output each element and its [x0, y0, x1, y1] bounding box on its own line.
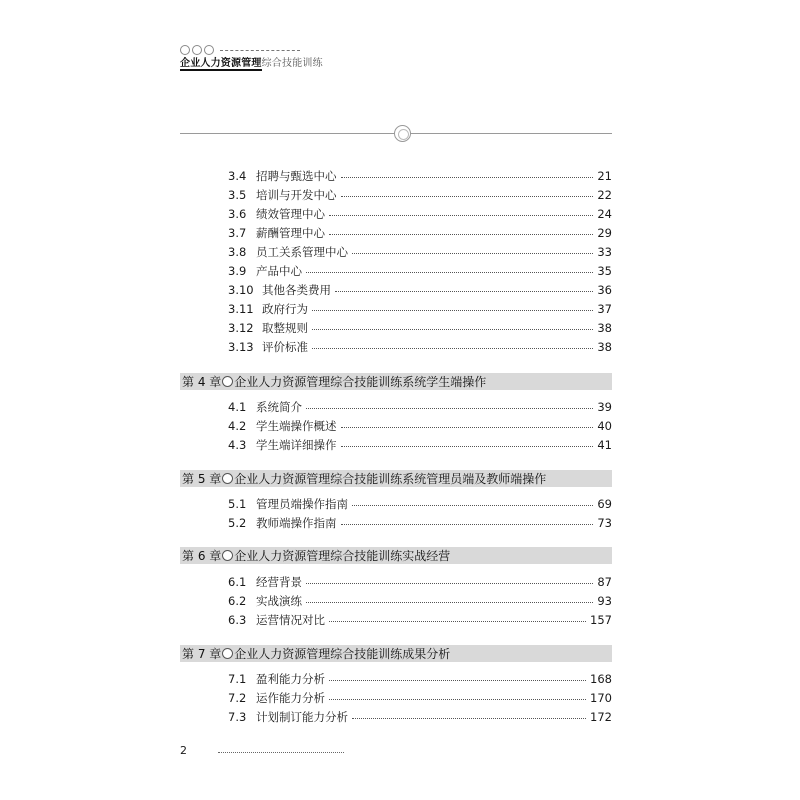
dot-leader	[312, 310, 593, 311]
chapter-heading-4[interactable]	[180, 373, 612, 390]
toc-entry-label: 培训与开发中心	[256, 187, 337, 202]
toc-entry-number: 3.5	[228, 187, 247, 202]
toc-entry[interactable]	[228, 318, 612, 337]
toc-entry-label: 学生端操作概述	[256, 418, 337, 433]
toc-entry[interactable]	[228, 397, 612, 416]
chapter-number: 第 6 章	[182, 549, 222, 563]
toc-entry-page: 172	[590, 709, 612, 724]
toc-entry-label: 教师端操作指南	[256, 515, 337, 530]
toc-entry-number: 3.4	[228, 168, 247, 183]
toc-entry-label: 取整规则	[262, 320, 308, 335]
dot-leader	[329, 234, 593, 235]
toc-entry-page: 38	[597, 320, 612, 335]
toc-entry-label: 政府行为	[262, 301, 308, 316]
toc-entry[interactable]	[228, 513, 612, 532]
running-header	[180, 40, 323, 70]
chapter-circle-icon	[222, 376, 233, 387]
toc-entry-page: 87	[597, 574, 612, 589]
toc-entry-number: 3.13	[228, 339, 254, 354]
toc-entry[interactable]	[228, 242, 612, 261]
toc-entry-page: 69	[597, 496, 612, 511]
toc-entry-page: 21	[597, 168, 612, 183]
toc-entry-label: 其他各类费用	[262, 282, 331, 297]
toc-entry-number: 3.12	[228, 320, 254, 335]
header-circles-ornament	[180, 40, 216, 52]
chapter-title: 企业人力资源管理综合技能训练成果分析	[234, 647, 451, 661]
toc-entry-label: 经营背景	[256, 574, 302, 589]
toc-entry[interactable]	[228, 688, 612, 707]
toc-entry-number: 3.6	[228, 206, 247, 221]
toc-entry-label: 实战演练	[256, 593, 302, 608]
chapter-number: 第 5 章	[182, 472, 222, 486]
toc-entry-number: 4.2	[228, 418, 247, 433]
toc-entry-page: 37	[597, 301, 612, 316]
toc-entry-label: 运作能力分析	[256, 690, 325, 705]
chapter-circle-icon	[222, 473, 233, 484]
toc-entry-page: 157	[590, 612, 612, 627]
toc-entry[interactable]	[228, 494, 612, 513]
toc-entry-number: 6.3	[228, 612, 247, 627]
chapter-circle-icon	[222, 550, 233, 561]
toc-entry-label: 评价标准	[262, 339, 308, 354]
chapter-heading-6[interactable]	[180, 547, 612, 564]
chapter-number: 第 4 章	[182, 375, 222, 389]
toc-entry[interactable]	[228, 669, 612, 688]
toc-entry-label: 计划制订能力分析	[256, 709, 348, 724]
toc-entry-page: 36	[597, 282, 612, 297]
toc-entry-number: 6.2	[228, 593, 247, 608]
toc-entry[interactable]	[228, 299, 612, 318]
toc-entry-page: 38	[597, 339, 612, 354]
chapter-title: 企业人力资源管理综合技能训练系统管理员端及教师端操作	[234, 472, 547, 486]
dot-leader	[329, 680, 586, 681]
toc-entry[interactable]	[228, 261, 612, 280]
toc-entry-label: 产品中心	[256, 263, 302, 278]
toc-entry-label: 员工关系管理中心	[256, 244, 348, 259]
toc-entry-label: 绩效管理中心	[256, 206, 325, 221]
page-number: 2	[180, 744, 187, 757]
toc-entry-number: 6.1	[228, 574, 247, 589]
chapter-heading-5[interactable]	[180, 470, 612, 487]
toc-entry-page: 170	[590, 690, 612, 705]
toc-entry-number: 7.1	[228, 671, 247, 686]
toc-entry-page: 35	[597, 263, 612, 278]
chapter-title: 企业人力资源管理综合技能训练实战经营	[234, 549, 451, 563]
toc-entry[interactable]	[228, 223, 612, 242]
footer-dot-line	[218, 752, 344, 753]
toc-entry-number: 3.11	[228, 301, 254, 316]
divider-circle-icon	[394, 125, 411, 142]
toc-entry[interactable]	[228, 416, 612, 435]
toc-entry[interactable]	[228, 572, 612, 591]
toc-entry-number: 7.3	[228, 709, 247, 724]
dot-leader	[352, 718, 586, 719]
toc-entry-number: 3.10	[228, 282, 254, 297]
toc-entry[interactable]	[228, 204, 612, 223]
toc-entry-label: 运营情况对比	[256, 612, 325, 627]
book-title-light: 综合技能训练	[261, 58, 323, 69]
dot-leader	[306, 602, 593, 603]
toc-entry-page: 39	[597, 399, 612, 414]
toc-entry-page: 73	[597, 515, 612, 530]
toc-entry-number: 4.3	[228, 437, 247, 452]
dot-leader	[329, 215, 593, 216]
header-dash-line	[220, 50, 300, 51]
book-title	[180, 54, 323, 69]
toc-entry-number: 3.7	[228, 225, 247, 240]
toc-entry-number: 3.8	[228, 244, 247, 259]
toc-entry-page: 33	[597, 244, 612, 259]
toc-entry-label: 薪酬管理中心	[256, 225, 325, 240]
dot-leader	[352, 253, 593, 254]
toc-entry-page: 22	[597, 187, 612, 202]
dot-leader	[329, 621, 586, 622]
toc-entry-page: 29	[597, 225, 612, 240]
toc-entry-label: 盈利能力分析	[256, 671, 325, 686]
toc-entry-label: 系统简介	[256, 399, 302, 414]
chapter-title: 企业人力资源管理综合技能训练系统学生端操作	[234, 375, 487, 389]
dot-leader	[341, 177, 594, 178]
dot-leader	[341, 427, 594, 428]
toc-entry-page: 168	[590, 671, 612, 686]
dot-leader	[312, 329, 593, 330]
dot-leader	[341, 196, 594, 197]
toc-entry-number: 7.2	[228, 690, 247, 705]
toc-entry[interactable]	[228, 280, 612, 299]
dot-leader	[335, 291, 593, 292]
toc-entry[interactable]	[228, 707, 612, 726]
toc-entry-label: 招聘与甄选中心	[256, 168, 337, 183]
toc-entry[interactable]	[228, 185, 612, 204]
dot-leader	[352, 505, 593, 506]
chapter-heading-7[interactable]	[180, 645, 612, 662]
toc-entry-page: 24	[597, 206, 612, 221]
dot-leader	[312, 348, 593, 349]
toc-entry-label: 管理员端操作指南	[256, 496, 348, 511]
toc-entry-page: 93	[597, 593, 612, 608]
toc-entry-number: 4.1	[228, 399, 247, 414]
toc-entry-number: 3.9	[228, 263, 247, 278]
toc-entry-page: 40	[597, 418, 612, 433]
book-title-bold: 企业人力资源管理	[180, 58, 262, 69]
toc-entry-number: 5.1	[228, 496, 247, 511]
toc-entry-label: 学生端详细操作	[256, 437, 337, 452]
toc-entry[interactable]	[228, 610, 612, 629]
toc-entry[interactable]	[228, 591, 612, 610]
dot-leader	[341, 446, 594, 447]
chapter-number: 第 7 章	[182, 647, 222, 661]
chapter-circle-icon	[222, 648, 233, 659]
toc-entry-page: 41	[597, 437, 612, 452]
toc-entry[interactable]	[228, 337, 612, 356]
toc-entry-number: 5.2	[228, 515, 247, 530]
dot-leader	[329, 699, 586, 700]
dot-leader	[306, 272, 593, 273]
toc-entry[interactable]	[228, 166, 612, 185]
dot-leader	[341, 524, 594, 525]
dot-leader	[306, 408, 593, 409]
dot-leader	[306, 583, 593, 584]
toc-entry[interactable]	[228, 435, 612, 454]
